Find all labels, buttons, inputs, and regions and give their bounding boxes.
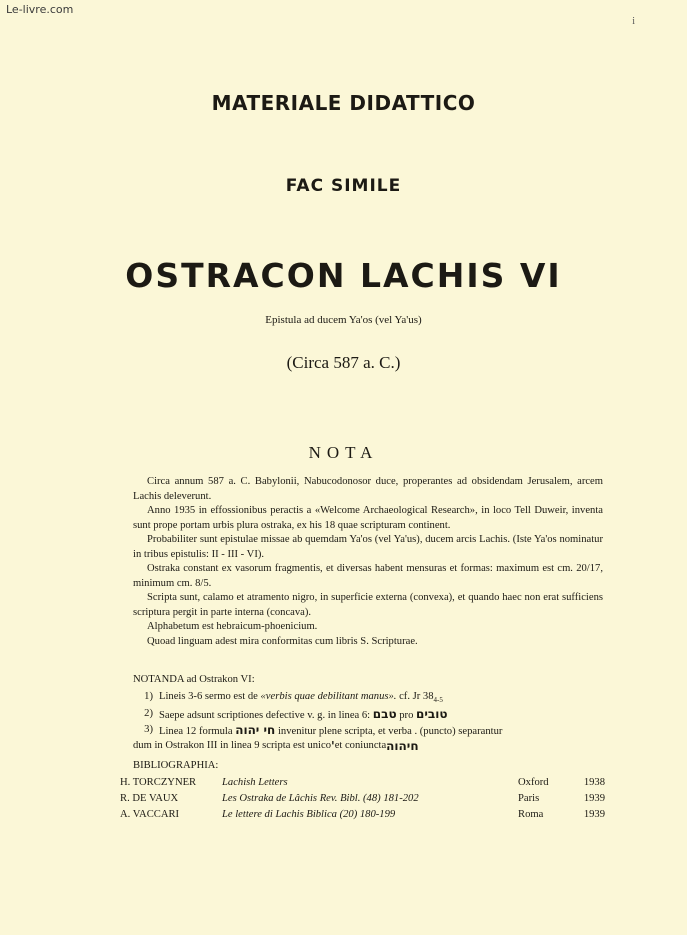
hebrew-word: חיהוה	[386, 739, 419, 754]
hebrew-word: טבם	[372, 707, 397, 722]
notanda-item	[133, 723, 603, 739]
notanda-text: invenitur plene scripta, et verba . (puncto) separantur	[275, 726, 503, 738]
notanda-subscript: 4-5	[433, 696, 443, 705]
bib-work: Lachish Letters	[222, 777, 288, 788]
bibliography-heading: BIBLIOGRAPHIA:	[133, 760, 219, 771]
notanda-section	[133, 673, 603, 753]
notanda-heading: NOTANDA ad Ostrakon VI:	[133, 674, 255, 685]
notanda-item	[133, 690, 603, 707]
notanda-item	[133, 707, 603, 723]
nota-paragraph: Scripta sunt, calamo et atramento nigro, in superficie externa (convexa), et quando haec non erat sufficiens scriptura pergit in parte interna (concava).	[133, 592, 603, 618]
bib-year: 1939	[583, 809, 605, 820]
bibliography-row	[120, 775, 605, 791]
nota-paragraph: Anno 1935 in effossionibus peractis a «Welcome Archaeological Research», in loco Tell Duweir, inventa sunt prope portam urbis plura ostraka, ex his 18 quae scripturam continent.	[133, 505, 603, 531]
bibliography-row	[120, 791, 605, 807]
header-line-1: MATERIALE DIDATTICO	[211, 91, 476, 115]
nota-paragraph: Circa annum 587 a. C. Babylonii, Nabucodonosor duce, properantes ad obsidendam Jerusalem, arcem Lachis deleverunt.	[133, 476, 603, 502]
notanda-number: 1)	[144, 691, 153, 702]
notanda-number: 3)	[144, 724, 153, 736]
bib-author: A. VACCARI	[120, 809, 180, 820]
bib-author: R. DE VAUX	[120, 793, 179, 804]
nota-body	[133, 475, 603, 649]
bibliography-section	[120, 760, 605, 823]
subtitle: Epistula ad ducem Ya'os (vel Ya'us)	[265, 314, 422, 326]
bib-year: 1939	[583, 793, 605, 804]
nota-heading: NOTA	[308, 443, 379, 462]
notanda-italic: «verbis quae debilitant manus».	[260, 691, 397, 702]
notanda-text: dum in Ostrakon III in linea 9 scripta est unico	[133, 740, 331, 752]
hebrew-word: חי יהוה	[235, 723, 276, 738]
header-line-2: FAC SIMILE	[285, 176, 402, 196]
bibliography-table	[120, 775, 605, 823]
bib-author: H. TORCZYNER	[120, 777, 197, 788]
bibliography-row	[120, 807, 605, 823]
bib-work: Les Ostraka de Lâchis Rev. Bibl. (48) 181-202	[222, 793, 419, 804]
notanda-text: Saepe adsunt scriptiones defective v. g. in linea 6:	[159, 710, 373, 722]
bib-work: Le lettere di Lachis Biblica (20) 180-199	[222, 809, 396, 820]
bib-place: Paris	[518, 793, 540, 804]
notanda-text: et coniuncta	[334, 740, 387, 752]
notanda-text: cf. Jr 38	[396, 691, 434, 702]
nota-paragraph: Alphabetum est hebraicum-phoenicium.	[147, 621, 318, 632]
bib-year: 1938	[583, 777, 605, 788]
corner-mark: i	[632, 16, 635, 27]
bib-place: Roma	[518, 809, 544, 820]
notanda-text: Lineis 3-6 sermo est de	[159, 691, 261, 702]
nota-paragraph: Ostraka constant ex vasorum fragmentis, et diversas habent mensuras et formas: maximum est cm. 20/17, minimum cm. 8/5.	[133, 563, 603, 589]
notanda-text: pro	[396, 710, 417, 722]
nota-paragraph: Quoad linguam adest mira conformitas cum libris S. Scripturae.	[147, 635, 418, 647]
notanda-number: 2)	[144, 708, 153, 720]
page-title: OSTRACON LACHIS VI	[125, 256, 562, 295]
watermark-text: Le-livre.com	[6, 3, 74, 16]
date-line: (Circa 587 a. C.)	[286, 353, 401, 372]
notanda-item	[133, 739, 603, 753]
hebrew-mark: '	[331, 739, 335, 754]
bib-place: Oxford	[518, 777, 549, 788]
hebrew-word: טובים	[416, 707, 448, 722]
notanda-text: Linea 12 formula	[159, 726, 236, 738]
nota-paragraph: Probabiliter sunt epistulae missae ab quemdam Ya'os (vel Ya'us), ducem arcis Lachis. (Iste Ya'os nominatur in tribus epistulis: II - III - VI).	[133, 534, 603, 560]
